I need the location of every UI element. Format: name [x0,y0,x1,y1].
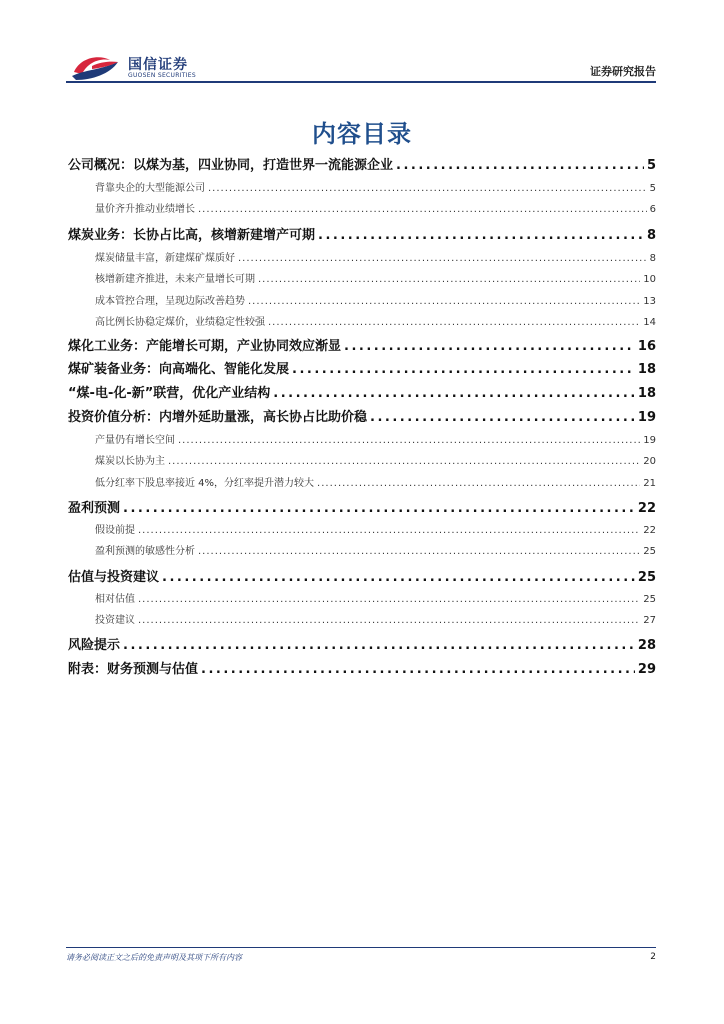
toc-entry-subsection[interactable] [68,292,656,307]
toc-title: 内容目录 [312,120,412,148]
toc-entry-section[interactable] [68,406,656,425]
toc-dot-leader [201,662,635,677]
toc-dot-leader [123,638,635,653]
toc-entry-title: 低分红率下股息率接近 4%，分红率提升潜力较大 [95,478,315,489]
toc-page-number: 16 [637,339,656,354]
toc-entry-subsection[interactable] [68,431,656,446]
toc-entry-title: 相对估值 [95,594,135,605]
toc-dot-leader [268,317,640,328]
toc-entry-title: 盈利预测的敏感性分析 [95,546,195,557]
toc-page-number: 6 [649,204,656,215]
toc-entry-title: 煤矿装备业务：向高端化、智能化发展 [68,362,290,377]
toc-dot-leader [168,456,640,467]
toc-entry-title: 煤炭业务：长协占比高，核增新建增产可期 [68,228,316,243]
toc-dot-leader [123,501,635,516]
toc-page-number: 5 [646,158,656,173]
toc-dot-leader [258,274,640,285]
toc-entry-section[interactable] [68,566,656,585]
page-number: 2 [650,952,656,962]
toc-page-number: 19 [637,410,656,425]
toc-entry-section[interactable] [68,335,656,354]
toc-entry-subsection[interactable] [68,590,656,605]
toc-page-number: 5 [649,183,656,194]
toc-entry-title: 投资价值分析：内增外延助量涨，高长协占比助价稳 [68,410,368,425]
toc-entry-title: 附表：财务预测与估值 [68,662,199,677]
toc-entry-title: “煤-电-化-新”联营，优化产业结构 [68,386,271,401]
toc-entry-title: 估值与投资建议 [68,570,160,585]
toc-page-number: 18 [637,386,656,401]
toc-page-number: 29 [637,662,656,677]
toc-page-number: 25 [643,546,656,557]
guosen-logo [70,52,220,82]
toc-entry-title: 假设前提 [95,525,135,536]
toc-entry-section[interactable] [68,224,656,243]
toc-dot-leader [317,478,640,489]
report-type-label: 证券研究报告 [590,65,656,78]
toc-entry-subsection[interactable] [68,179,656,194]
toc-entry-subsection[interactable] [68,313,656,328]
toc-entry-section[interactable] [68,497,656,516]
toc-entry-section[interactable] [68,634,656,653]
toc-entry-subsection[interactable] [68,452,656,467]
toc-dot-leader [273,386,635,401]
toc-page-number: 13 [643,296,656,307]
toc-dot-leader [396,158,644,173]
toc-entry-title: 煤化工业务：产能增长可期，产业协同效应渐显 [68,339,342,354]
toc-dot-leader [344,339,635,354]
toc-entry-section[interactable] [68,658,656,677]
toc-page-number: 27 [643,615,656,626]
logo-english-name: GUOSEN SECURITIES [128,72,197,79]
toc-page-number: 22 [637,501,656,516]
toc-page-number: 21 [643,478,656,489]
toc-page-number: 19 [643,435,656,446]
toc-entry-subsection[interactable] [68,521,656,536]
toc-entry-subsection[interactable] [68,249,656,264]
page-header [66,50,656,84]
toc-entry-title: 煤炭以长协为主 [95,456,165,467]
toc-dot-leader [248,296,640,307]
toc-entry-section[interactable] [68,154,656,173]
toc-page-number: 8 [646,228,656,243]
toc-dot-leader [178,435,640,446]
toc-entry-title: 量价齐升推动业绩增长 [95,204,195,215]
guosen-logo-icon [70,52,122,82]
footer-divider [66,947,656,948]
toc-entry-subsection[interactable] [68,270,656,285]
toc-entry-title: 背靠央企的大型能源公司 [95,183,205,194]
toc-entry-section[interactable] [68,382,656,401]
toc-page-number: 25 [643,594,656,605]
header-divider [66,81,656,83]
toc-page-number: 28 [637,638,656,653]
toc-page-number: 8 [649,253,656,264]
toc-dot-leader [198,204,647,215]
toc-dot-leader [370,410,635,425]
toc-dot-leader [292,362,635,377]
logo-chinese-name: 国信证券 [128,57,188,73]
toc-page-number: 22 [643,525,656,536]
toc-dot-leader [138,615,640,626]
toc-dot-leader [238,253,647,264]
footer-disclaimer: 请务必阅读正文之后的免责声明及其项下所有内容 [66,953,242,962]
toc-dot-leader [162,570,635,585]
toc-page-number: 18 [637,362,656,377]
toc-entry-title: 风险提示 [68,638,121,653]
toc-dot-leader [138,594,640,605]
toc-entry-subsection[interactable] [68,611,656,626]
toc-entry-title: 公司概况：以煤为基，四业协同，打造世界一流能源企业 [68,158,394,173]
toc-entry-title: 成本管控合理，呈现边际改善趋势 [95,296,245,307]
toc-entry-title: 高比例长协稳定煤价，业绩稳定性较强 [95,317,265,328]
toc-entry-section[interactable] [68,358,656,377]
toc-dot-leader [208,183,647,194]
toc-entry-title: 煤炭储量丰富，新建煤矿煤质好 [95,253,235,264]
toc-dot-leader [198,546,640,557]
toc-entry-title: 产量仍有增长空间 [95,435,175,446]
toc-dot-leader [318,228,644,243]
toc-page-number: 20 [643,456,656,467]
toc-dot-leader [138,525,640,536]
toc-entry-title: 投资建议 [95,615,135,626]
toc-entry-subsection[interactable] [68,542,656,557]
toc-page-number: 25 [637,570,656,585]
toc-page-number: 14 [643,317,656,328]
toc-entry-subsection[interactable] [68,474,656,489]
toc-entry-title: 盈利预测 [68,501,121,516]
toc-entry-subsection[interactable] [68,200,656,215]
toc-entry-title: 核增新建齐推进，未来产量增长可期 [95,274,255,285]
toc-page-number: 10 [643,274,656,285]
